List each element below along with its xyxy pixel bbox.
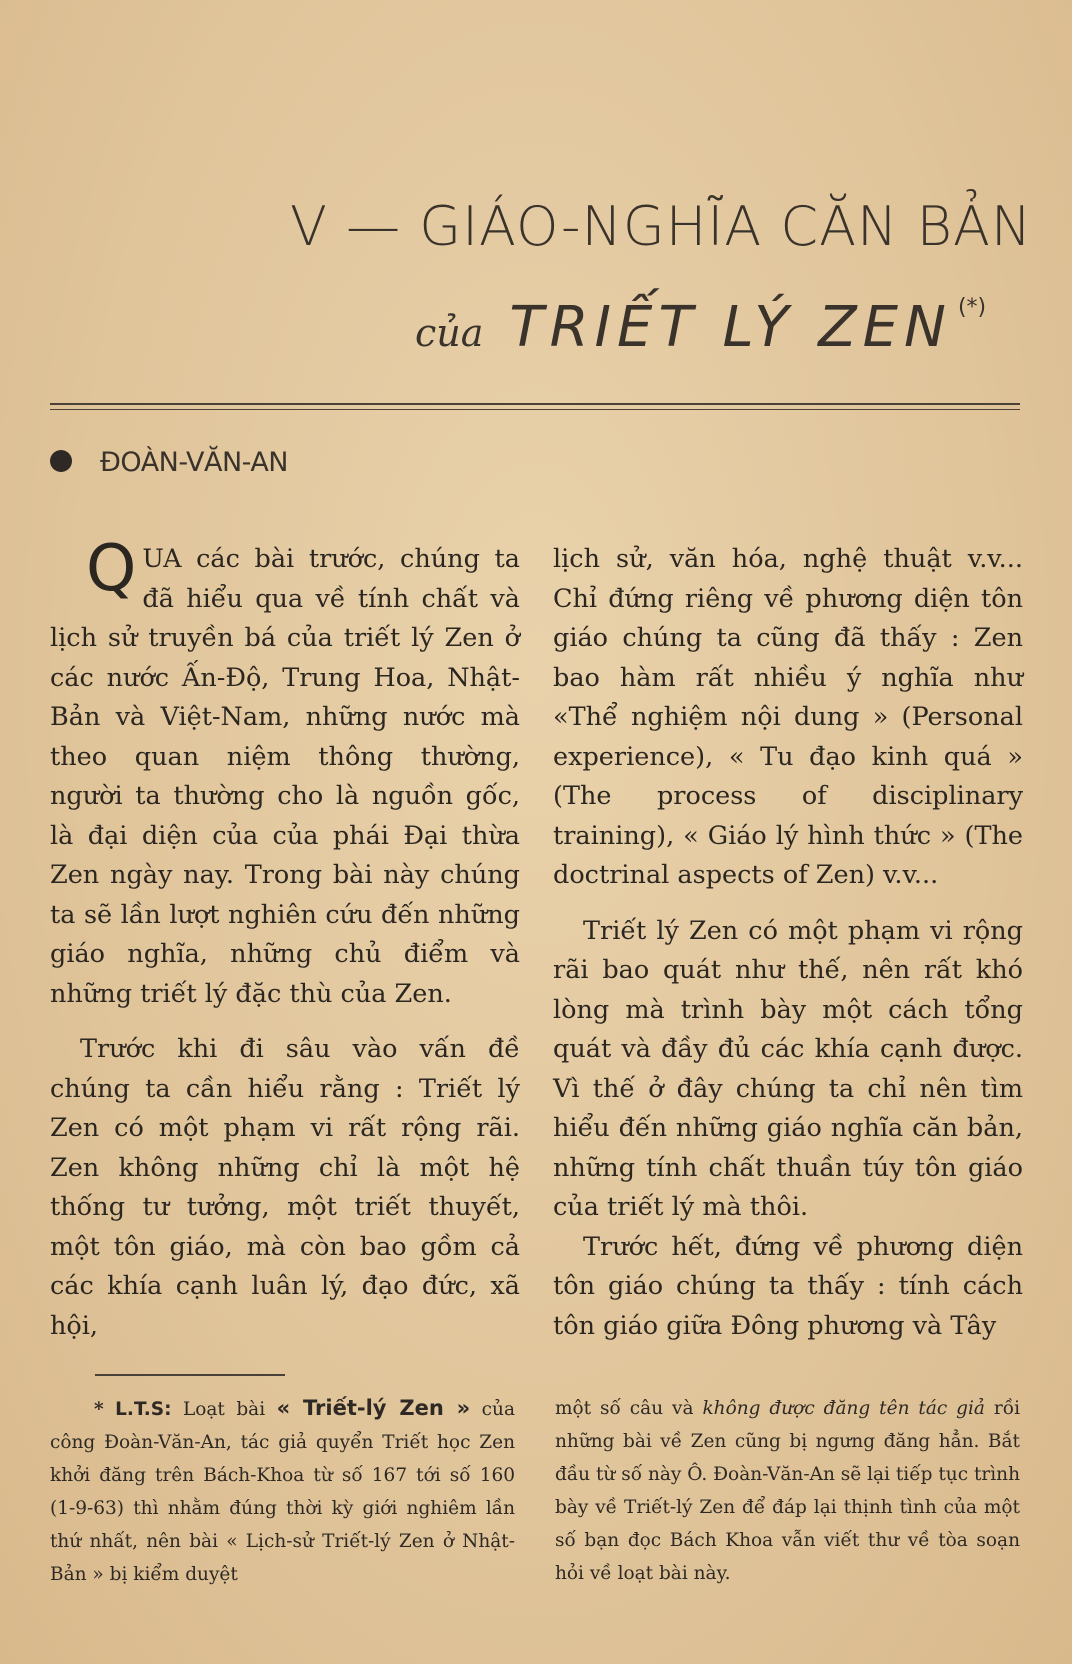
footnote-text bbox=[555, 1392, 1020, 1590]
paragraph: Trước hết, đứng về phương diện tôn giáo chúng ta thấy : tính cách tôn giáo giữa Đông phương và Tây bbox=[553, 1231, 1023, 1341]
footnote-rule bbox=[95, 1374, 285, 1376]
header-rule-bottom bbox=[50, 409, 1020, 410]
drop-cap: Q bbox=[86, 532, 137, 606]
paragraph: Trước khi đi sâu vào vấn đề chúng ta cần hiểu rằng : Triết lý Zen có một phạm vi rất rộng rãi. Zen không những chỉ là một hệ thống tư tưởng, một triết thuyết, một tôn giáo, mà còn bao gồm cả các khía cạnh luân lý, đạo đức, xã hội, bbox=[50, 1034, 520, 1341]
author-name: ĐOÀN-VĂN-AN bbox=[100, 447, 288, 478]
article-title: V — GIÁO-NGHĨA CĂN BẢN bbox=[290, 195, 1033, 258]
editor-note-left bbox=[50, 1392, 515, 1591]
footnote-label: L.T.S: bbox=[115, 1399, 172, 1420]
footnote-marker: (*) bbox=[957, 295, 987, 320]
paragraph-text: UA các bài trước, chúng ta đã hiểu qua về tính chất và lịch sử truyền bá của triết lý Zen ở các nước Ấn-Độ, Trung Hoa, Nhật-Bản và Việt-Nam, những nước mà theo quan niệm thông thường, người ta thường cho là nguồn gốc, là đại diện của của phái Đại thừa Zen ngày nay. Trong bài này chúng ta sẽ lần lượt nghiên cứu đến những giáo nghĩa, những chủ điểm và những triết lý đặc thù của Zen. bbox=[50, 544, 520, 1009]
article-column-left bbox=[50, 532, 520, 1346]
subtitle-main: TRIẾT LÝ ZEN bbox=[509, 295, 952, 360]
paragraph: Triết lý Zen có một phạm vi rộng rãi bao quát như thế, nên rất khó lòng mà trình bày một cách tổng quát và đầy đủ các khía cạnh được. Vì thế ở đây chúng ta chỉ nên tìm hiểu đến những giáo nghĩa căn bản, những tính chất thuần túy tôn giáo của triết lý mà thôi. bbox=[553, 915, 1023, 1222]
footnote-segment: rồi những bài về Zen cũng bị ngưng đăng hẳn. Bắt đầu từ số này Ô. Đoàn-Văn-An sẽ lại tiếp tục trình bày về Triết-lý Zen để đáp lại thịnh tình của một số bạn đọc Bách Khoa vẫn viết thư về tòa soạn hỏi về loạt bài này. bbox=[555, 1398, 1020, 1584]
footnote-text bbox=[50, 1392, 515, 1591]
author-byline bbox=[50, 447, 288, 478]
subtitle-prefix: của bbox=[415, 311, 484, 355]
footnote-star: * bbox=[94, 1399, 104, 1420]
editor-note-right bbox=[555, 1392, 1020, 1590]
header-rule-top bbox=[50, 403, 1020, 405]
footnote-segment: một số câu và bbox=[555, 1398, 703, 1419]
footnote-segment: của công Đoàn-Văn-An, tác giả quyển Triết học Zen khởi đăng trên Bách-Khoa từ số 167 tới số 160 (1-9-63) thì nhằm đúng thời kỳ giới nghiêm lần thứ nhất, nên bài « Lịch-sử Triết-lý Zen ở Nhật-Bản » bị kiểm duyệt bbox=[50, 1399, 515, 1585]
bullet-icon bbox=[50, 450, 72, 472]
paragraph: lịch sử, văn hóa, nghệ thuật v.v... Chỉ đứng riêng về phương diện tôn giáo chúng ta cũng đã thấy : Zen bao hàm rất nhiều ý nghĩa như «Thể nghiệm nội dung » (Personal experience), « Tu đạo kinh quá » (The process of disciplinary training), « Giáo lý hình thức » (The doctrinal aspects of Zen) v.v... bbox=[553, 544, 1023, 890]
footnote-italic: không được đăng tên tác giả bbox=[702, 1398, 985, 1419]
paragraph bbox=[50, 532, 520, 1014]
article-subtitle bbox=[415, 295, 986, 360]
series-title: « Triết-lý Zen » bbox=[276, 1396, 471, 1420]
article-column-right bbox=[553, 540, 1023, 1346]
footnote-segment: Loạt bài bbox=[171, 1399, 277, 1420]
